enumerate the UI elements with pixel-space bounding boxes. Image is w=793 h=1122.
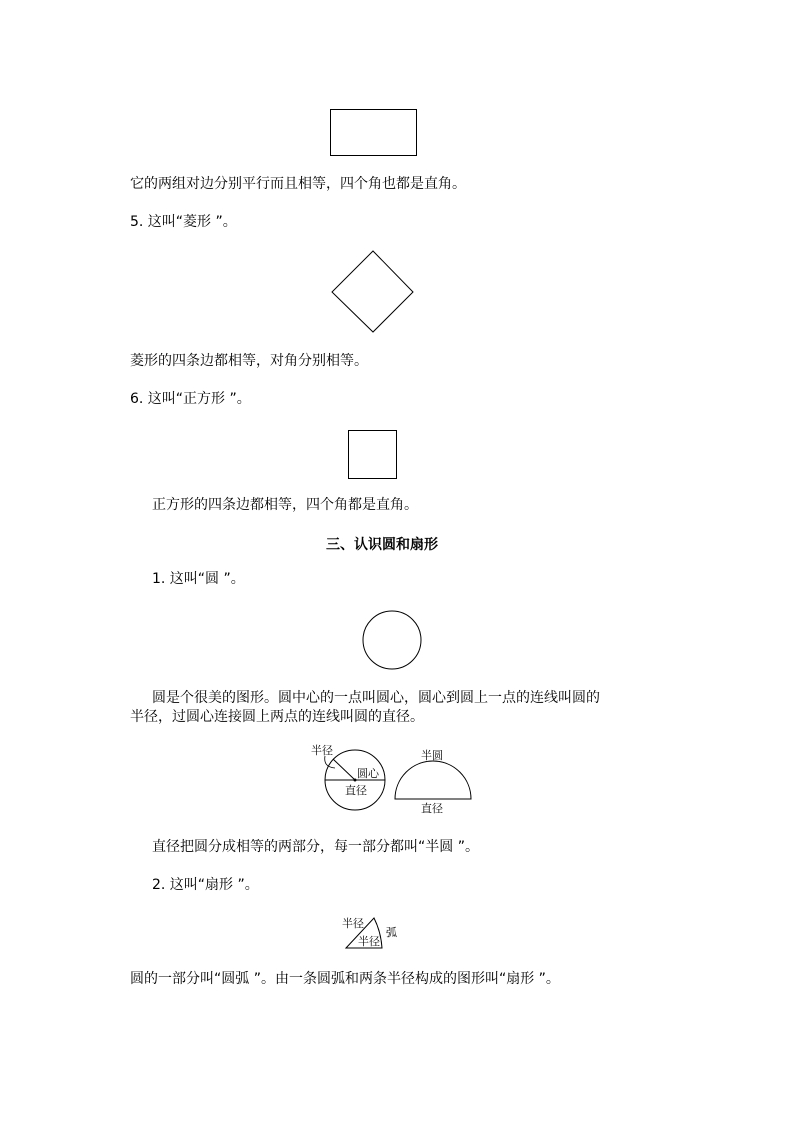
circle-parts-figure <box>305 742 480 820</box>
radius-line <box>333 759 355 780</box>
square-title: 6. 这叫“正方形 ”。 <box>130 391 251 407</box>
sector-description: 圆的一部分叫“圆弧 ”。由一条圆弧和两条半径构成的图形叫“扇形 ”。 <box>130 971 560 987</box>
sector-figure <box>340 912 400 952</box>
rectangle-description: 它的两组对边分别平行而且相等，四个角也都是直角。 <box>130 176 466 192</box>
rhombus-title: 5. 这叫“菱形 ”。 <box>130 214 237 230</box>
rectangle-figure <box>329 108 419 158</box>
semicircle-label: 半圆 <box>421 749 443 762</box>
square-description: 正方形的四条边都相等，四个角都是直角。 <box>152 497 418 513</box>
circle-description-line-1: 圆是个很美的图形。圆中心的一点叫圆心，圆心到圆上一点的连线叫圆的 <box>152 690 600 706</box>
radius-label: 半径 <box>311 744 333 757</box>
semicircle-description: 直径把圆分成相等的两部分，每一部分都叫“半圆 ”。 <box>152 839 479 855</box>
radius-pointer <box>325 756 335 768</box>
square-figure <box>347 429 399 481</box>
semicircle-outline <box>395 761 471 799</box>
square-shape <box>349 431 397 479</box>
rhombus-description: 菱形的四条边都相等，对角分别相等。 <box>130 353 368 369</box>
circle-title: 1. 这叫“圆 ”。 <box>152 571 245 587</box>
rhombus-shape <box>332 251 413 332</box>
section-heading: 三、认识圆和扇形 <box>326 537 438 553</box>
rhombus-figure <box>331 250 415 334</box>
arc-label: 弧 <box>386 926 397 939</box>
sector-title: 2. 这叫“扇形 ”。 <box>152 877 259 893</box>
sector-radius-label-1: 半径 <box>342 917 364 930</box>
center-label: 圆心 <box>357 767 379 780</box>
semicircle <box>395 748 471 815</box>
circle-description-line-2: 半径，过圆心连接圆上两点的连线叫圆的直径。 <box>130 709 424 725</box>
diameter-label: 直径 <box>345 784 367 797</box>
circle-figure <box>361 609 423 671</box>
circle-shape <box>363 611 421 669</box>
sector-radius-label-2: 半径 <box>358 935 380 948</box>
rectangle-shape <box>331 110 417 156</box>
semicircle-diameter-label: 直径 <box>421 802 443 815</box>
labeled-circle <box>311 743 385 810</box>
